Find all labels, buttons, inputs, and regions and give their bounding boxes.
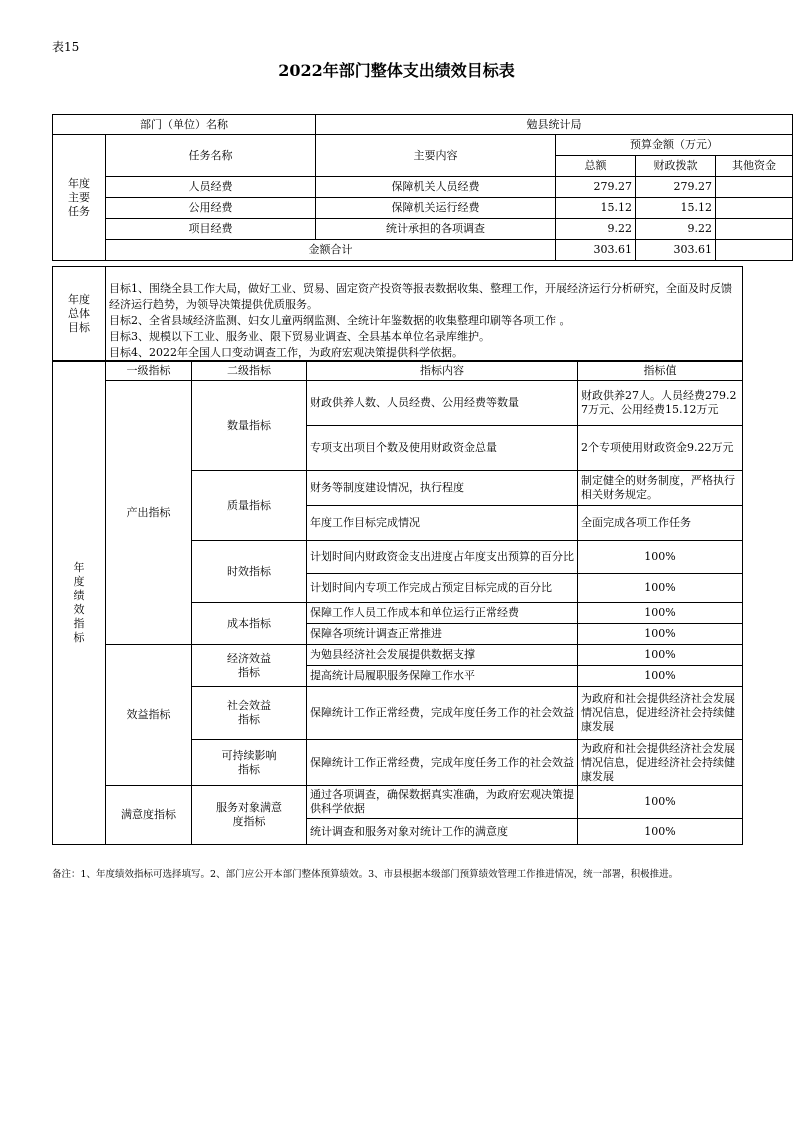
table-row [53, 219, 793, 240]
indicator-value: 100% [578, 541, 743, 574]
goals-table [52, 266, 743, 362]
level2-cost: 成本指标 [192, 603, 307, 645]
perf-section-label: 年度绩效指标 [53, 361, 106, 845]
indicator-content: 保障统计工作正常经费，完成年度任务工作的社会效益 [307, 740, 578, 786]
task-other [716, 177, 793, 198]
indicator-content: 统计调查和服务对象对统计工作的满意度 [307, 819, 578, 845]
goal-item: 目标2、全省县域经济监测、妇女儿童两纲监测、全统计年鉴数据的收集整理印刷等各项工作 。 [109, 314, 571, 327]
table-row [53, 786, 743, 819]
task-other [716, 198, 793, 219]
col-fiscal: 财政拨款 [636, 156, 716, 177]
indicator-content: 保障工作人员工作成本和单位运行正常经费 [307, 603, 578, 624]
level2-service-satisfaction: 服务对象满意度指标 [192, 786, 307, 845]
level2-quantity: 数量指标 [192, 381, 307, 471]
task-content: 保障机关人员经费 [316, 177, 556, 198]
sum-row [53, 240, 793, 261]
sum-label: 金额合计 [106, 240, 556, 261]
goals-text [106, 267, 743, 362]
table-number: 表15 [52, 40, 80, 54]
level2-timeliness: 时效指标 [192, 541, 307, 603]
indicator-value: 全面完成各项工作任务 [578, 506, 743, 541]
table-row [53, 645, 743, 666]
indicator-content: 提高统计局履职服务保障工作水平 [307, 666, 578, 687]
indicator-value: 100% [578, 603, 743, 624]
col-level2: 二级指标 [192, 361, 307, 381]
level2-social: 社会效益指标 [192, 687, 307, 740]
task-name: 人员经费 [106, 177, 316, 198]
task-fiscal: 279.27 [636, 177, 716, 198]
indicator-value: 100% [578, 666, 743, 687]
indicator-value: 100% [578, 786, 743, 819]
tasks-table [52, 114, 793, 261]
sum-other [716, 240, 793, 261]
indicator-content: 专项支出项目个数及使用财政资金总量 [307, 426, 578, 471]
indicator-value: 100% [578, 819, 743, 845]
indicator-value: 2个专项使用财政资金9.22万元 [578, 426, 743, 471]
col-indicator-content: 指标内容 [307, 361, 578, 381]
indicator-value: 100% [578, 624, 743, 645]
col-budget: 预算金额（万元） [556, 135, 793, 156]
task-total: 15.12 [556, 198, 636, 219]
table-row [53, 198, 793, 219]
performance-table [52, 360, 743, 845]
task-fiscal: 15.12 [636, 198, 716, 219]
goal-item: 目标3、规模以下工业、服务业、限下贸易业调查、全县基本单位名录库维护。 [109, 330, 490, 343]
sum-total: 303.61 [556, 240, 636, 261]
indicator-value: 财政供养27人。人员经费279.27万元、公用经费15.12万元 [578, 381, 743, 426]
task-total: 279.27 [556, 177, 636, 198]
indicator-content: 通过各项调查，确保数据真实准确，为政府宏观决策提供科学依据 [307, 786, 578, 819]
indicator-value: 为政府和社会提供经济社会发展情况信息，促进经济社会持续健康发展 [578, 687, 743, 740]
indicator-content: 计划时间内财政资金支出进度占年度支出预算的百分比 [307, 541, 578, 574]
level2-sustainability: 可持续影响指标 [192, 740, 307, 786]
task-name: 公用经费 [106, 198, 316, 219]
tasks-section-label: 年度主要任务 [53, 135, 106, 261]
indicator-content: 保障各项统计调查正常推进 [307, 624, 578, 645]
indicator-content: 财务等制度建设情况，执行程度 [307, 471, 578, 506]
indicator-content: 为勉县经济社会发展提供数据支撑 [307, 645, 578, 666]
indicator-value: 100% [578, 645, 743, 666]
col-total: 总额 [556, 156, 636, 177]
col-level1: 一级指标 [106, 361, 192, 381]
task-other [716, 219, 793, 240]
sum-fiscal: 303.61 [636, 240, 716, 261]
indicator-content: 年度工作目标完成情况 [307, 506, 578, 541]
goal-item: 目标1、围绕全县工作大局，做好工业、贸易、固定资产投资等报表数据收集、整理工作，开展经济运行分析研究，全面及时反馈经济运行趋势，为领导决策提供优质服务。 [109, 282, 732, 311]
dept-name: 勉县统计局 [316, 115, 793, 135]
task-name: 项目经费 [106, 219, 316, 240]
level2-quality: 质量指标 [192, 471, 307, 541]
task-content: 保障机关运行经费 [316, 198, 556, 219]
indicator-content: 计划时间内专项工作完成占预定目标完成的百分比 [307, 574, 578, 603]
task-fiscal: 9.22 [636, 219, 716, 240]
footnote: 备注：1、年度绩效指标可选择填写。2、部门应公开本部门整体预算绩效。3、市县根据本级部门预算绩效管理工作推进情况，统一部署，积极推进。 [52, 869, 679, 880]
table-row [53, 381, 743, 426]
indicator-content: 保障统计工作正常经费，完成年度任务工作的社会效益 [307, 687, 578, 740]
level1-output: 产出指标 [106, 381, 192, 645]
col-main-content: 主要内容 [316, 135, 556, 177]
indicator-value: 100% [578, 574, 743, 603]
col-task-name: 任务名称 [106, 135, 316, 177]
indicator-value: 为政府和社会提供经济社会发展情况信息，促进经济社会持续健康发展 [578, 740, 743, 786]
level1-benefit: 效益指标 [106, 645, 192, 786]
table-row [53, 177, 793, 198]
col-indicator-value: 指标值 [578, 361, 743, 381]
col-other: 其他资金 [716, 156, 793, 177]
level2-economic: 经济效益指标 [192, 645, 307, 687]
task-total: 9.22 [556, 219, 636, 240]
dept-label: 部门（单位）名称 [53, 115, 316, 135]
goals-section-label: 年度总体目标 [53, 267, 106, 362]
indicator-content: 财政供养人数、人员经费、公用经费等数量 [307, 381, 578, 426]
task-content: 统计承担的各项调查 [316, 219, 556, 240]
page-title: 2022年部门整体支出绩效目标表 [278, 61, 515, 80]
indicator-value: 制定健全的财务制度，严格执行相关财务规定。 [578, 471, 743, 506]
level1-satisfaction: 满意度指标 [106, 786, 192, 845]
goal-item: 目标4、2022年全国人口变动调查工作，为政府宏观决策提供科学依据。 [109, 346, 463, 359]
